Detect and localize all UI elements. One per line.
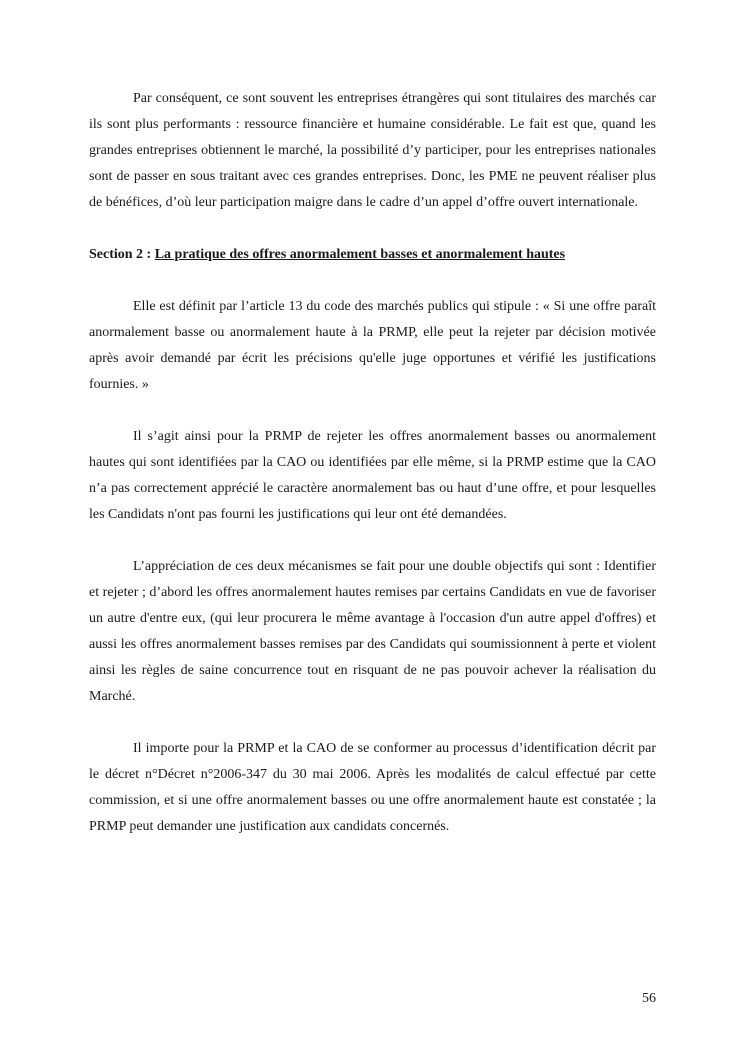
- page-content: [89, 86, 656, 840]
- paragraph-rejet-offres: Il s’agit ainsi pour la PRMP de rejeter les offres anormalement basses ou anormalement hautes qui sont identifiées par la CAO ou identifiées par elle même, si la PRMP estime que la CAO n’a pas correctement apprécié le caractère anormalement bas ou haut d’une offre, et pour lesquelles les Candidats n'ont pas fourni les justifications qui leur ont été demandées.: [89, 429, 656, 522]
- paragraph-appreciation-mecanismes: L’appréciation de ces deux mécanismes se fait pour une double objectifs qui sont : Identifier et rejeter ; d’abord les offres anormalement hautes remises par certains Candidats en vue de favoriser un autre d'entre eux, (qui leur procurera le même avantage à l'occasion d'un autre appel d'offres) et aussi les offres anormalement basses remises par des Candidats qui soumissionnent à perte et violent ainsi les règles de saine concurrence tout en risquant de ne pas pouvoir achever la réalisation du Marché.: [89, 559, 656, 704]
- paragraph-entreprises-etrangeres: Par conséquent, ce sont souvent les entreprises étrangères qui sont titulaires des marchés car ils sont plus performants : ressource financière et humaine considérable. Le fait est que, quand les grandes entreprises obtiennent le marché, la possibilité d’y participer, pour les entreprises nationales sont de passer en sous traitant avec ces grandes entreprises. Donc, les PME ne peuvent réaliser plus de bénéfices, d’où leur participation maigre dans le cadre d’un appel d’offre ouvert internationale.: [89, 91, 656, 210]
- paragraph-spacer: [89, 216, 656, 242]
- page-number: 56: [642, 991, 656, 1006]
- paragraph-processus-identification: Il importe pour la PRMP et la CAO de se conformer au processus d’identification décrit par le décret n°Décret n°2006-347 du 30 mai 2006. Après les modalités de calcul effectué par cette commission, et si une offre anormalement basses ou une offre anormalement haute est constatée ; la PRMP peut demander une justification aux candidats concernés.: [89, 741, 656, 834]
- paragraph-article-13: Elle est définit par l’article 13 du code des marchés publics qui stipule : « Si une offre paraît anormalement basse ou anormalement haute à la PRMP, elle peut la rejeter par décision motivée après avoir demandé par écrit les précisions qu'elle juge opportunes et vérifié les justifications fournies. »: [89, 299, 656, 392]
- paragraph-spacer: [89, 710, 656, 736]
- section-heading: [89, 242, 656, 268]
- section-label: Section 2 :: [89, 247, 155, 262]
- paragraph-spacer: [89, 268, 656, 294]
- section-title: La pratique des offres anormalement basses et anormalement hautes: [154, 247, 566, 262]
- paragraph-spacer: [89, 398, 656, 424]
- paragraph-spacer: [89, 528, 656, 554]
